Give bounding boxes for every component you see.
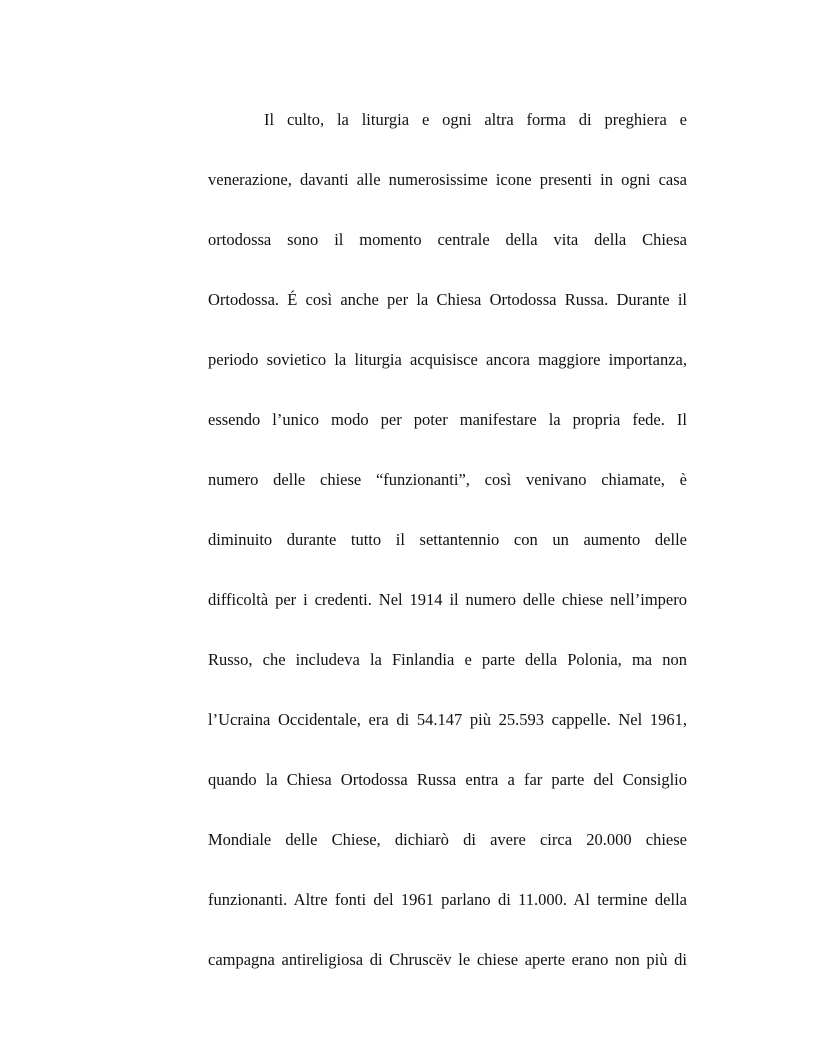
paragraph-line: Ortodossa. É così anche per la Chiesa Ortodossa Russa. Durante il: [208, 290, 687, 309]
paragraph-line: diminuito durante tutto il settantennio con un aumento delle: [208, 530, 687, 549]
paragraph-line: ortodossa sono il momento centrale della vita della Chiesa: [208, 230, 687, 249]
paragraph-line: l’Ucraina Occidentale, era di 54.147 più 25.593 cappelle. Nel 1961,: [208, 710, 687, 729]
paragraph-line: funzionanti. Altre fonti del 1961 parlano di 11.000. Al termine della: [208, 890, 687, 909]
paragraph-line: Russo, che includeva la Finlandia e parte della Polonia, ma non: [208, 650, 687, 669]
paragraph-line: Il culto, la liturgia e ogni altra forma di preghiera e: [264, 110, 687, 129]
body-paragraph: [208, 107, 687, 1007]
paragraph-line: numero delle chiese “funzionanti”, così venivano chiamate, è: [208, 470, 687, 489]
paragraph-line: periodo sovietico la liturgia acquisisce ancora maggiore importanza,: [208, 350, 687, 369]
paragraph-line: campagna antireligiosa di Chruscëv le chiese aperte erano non più di: [208, 950, 687, 969]
paragraph-line: Mondiale delle Chiese, dichiarò di avere circa 20.000 chiese: [208, 830, 687, 849]
paragraph-line: quando la Chiesa Ortodossa Russa entra a far parte del Consiglio: [208, 770, 687, 789]
paragraph-line: difficoltà per i credenti. Nel 1914 il numero delle chiese nell’impero: [208, 590, 687, 609]
paragraph-line: essendo l’unico modo per poter manifestare la propria fede. Il: [208, 410, 687, 429]
paragraph-line: venerazione, davanti alle numerosissime icone presenti in ogni casa: [208, 170, 687, 189]
